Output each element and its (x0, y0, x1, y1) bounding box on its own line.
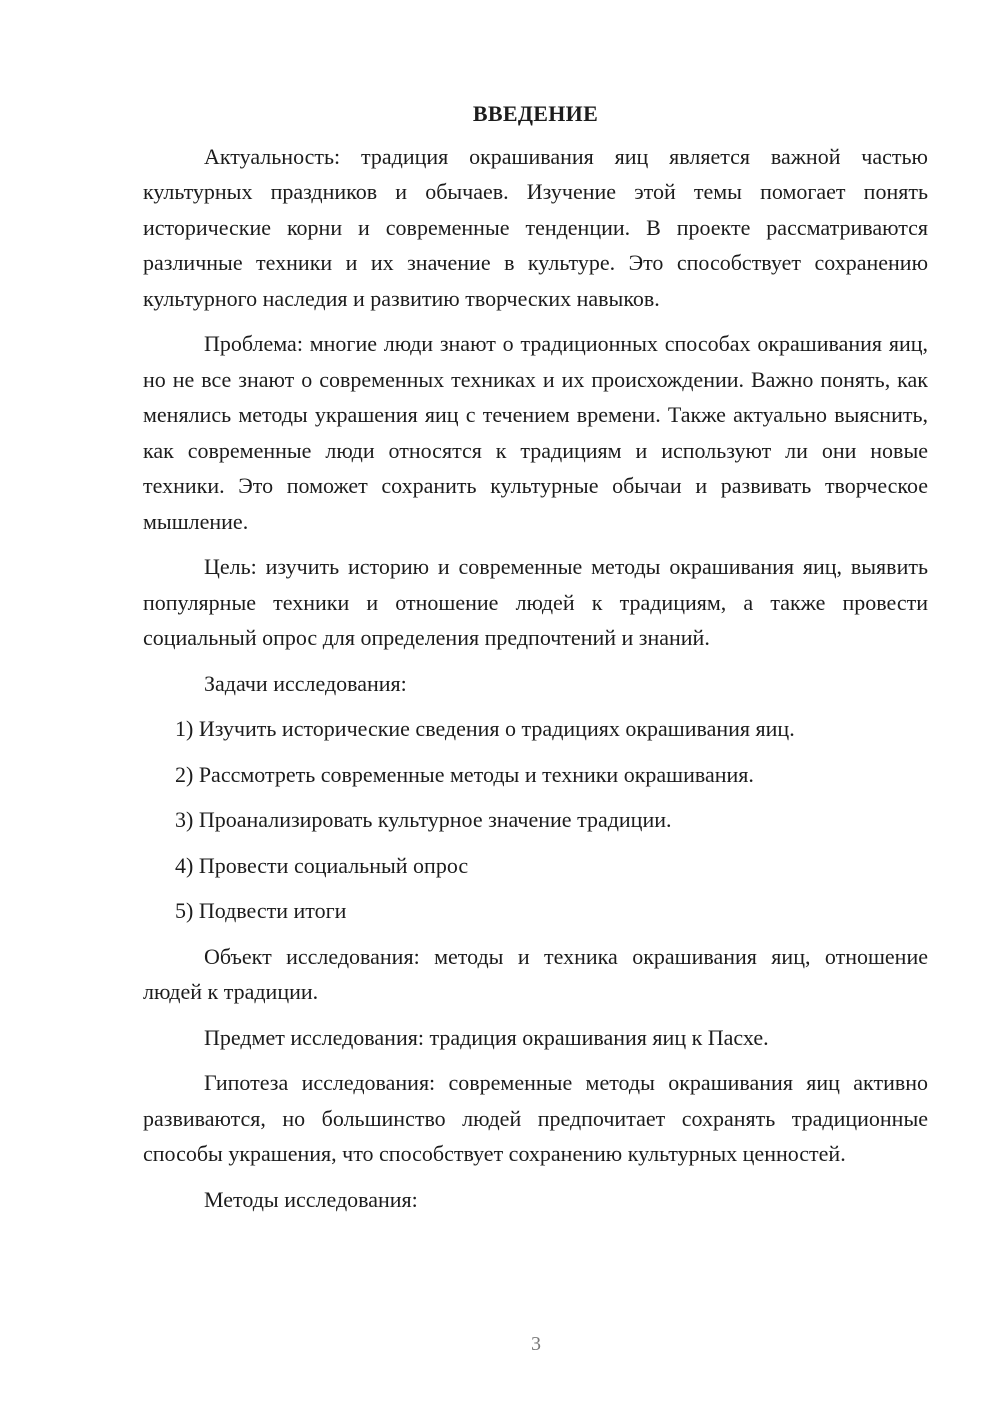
page-number: 3 (531, 1333, 541, 1355)
task-item: 2) Рассмотреть современные методы и техники окрашивания. (175, 761, 754, 787)
tasks-heading: Задачи исследования: (204, 670, 407, 696)
subject-paragraph: Предмет исследования: традиция окрашивания яиц к Пасхе. (204, 1024, 769, 1050)
hypothesis-paragraph: Гипотеза исследования: современные методы окрашивания яиц активно развиваются, но большинство людей предпочитает сохранять традиционные способы украшения, что способствует сохранению культурных ценностей. (143, 1070, 928, 1166)
task-item: 5) Подвести итоги (175, 898, 347, 923)
relevance-paragraph: Актуальность: традиция окрашивания яиц является важной частью культурных праздников и обычаев. Изучение этой темы помогает понять исторические корни и современные тенденции. В проекте рассматриваются различные техники и их значение в культуре. Это способствует сохранению культурного наследия и развитию творческих навыков. (143, 143, 928, 311)
object-paragraph: Объект исследования: методы и техника окрашивания яиц, отношение людей к традиции. (143, 943, 928, 1004)
task-item: 4) Провести социальный опрос (175, 852, 469, 878)
section-title: ВВЕДЕНИЕ (472, 101, 599, 126)
problem-paragraph: Проблема: многие люди знают о традиционных способах окрашивания яиц, но не все знают о современных техниках и их происхождении. Важно понять, как менялись методы украшения яиц с течением времени. Также актуально выяснить, как современные люди относятся к традициям и используют ли они новые техники. Это поможет сохранить культурные обычаи и развивать творческое мышление. (143, 331, 928, 534)
methods-heading: Методы исследования: (204, 1186, 418, 1212)
tasks-list (143, 711, 928, 929)
task-item: 1) Изучить исторические сведения о традициях окрашивания яиц. (175, 716, 795, 741)
task-item: 3) Проанализировать культурное значение традиции. (175, 807, 672, 832)
goal-paragraph: Цель: изучить историю и современные методы окрашивания яиц, выявить популярные техники и отношение людей к традициям, а также провести социальный опрос для определения предпочтений и знаний. (143, 554, 928, 650)
document-page (143, 96, 928, 1227)
